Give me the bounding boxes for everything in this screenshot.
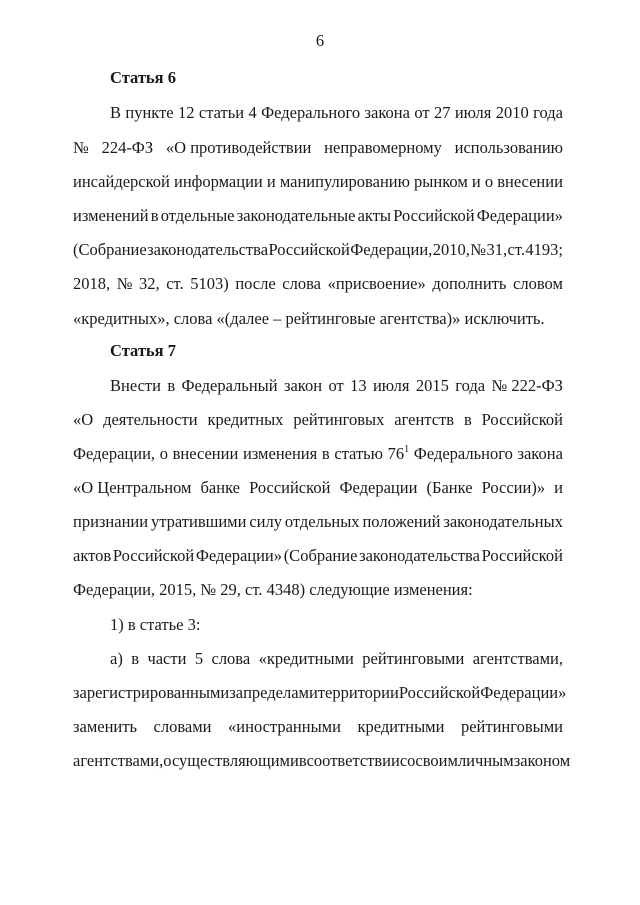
word: банке xyxy=(200,478,241,497)
word: кредитными xyxy=(357,717,445,736)
word: от xyxy=(328,376,344,395)
text-line xyxy=(73,512,563,532)
word: слова xyxy=(282,274,321,293)
text-line xyxy=(73,546,563,566)
word: 4193; xyxy=(525,240,563,259)
word: и xyxy=(471,172,481,191)
word: рейтинговыми xyxy=(362,649,465,668)
word: Федерального xyxy=(261,103,361,122)
word: после xyxy=(235,274,276,293)
word: информации xyxy=(174,172,263,191)
word: а) xyxy=(110,649,123,668)
text-line: 1) в статье 3: xyxy=(110,615,201,634)
word: инсайдерской xyxy=(73,172,170,191)
text-line xyxy=(73,274,563,294)
word: № xyxy=(73,138,89,157)
word: территории xyxy=(317,683,399,702)
word: № xyxy=(116,274,133,293)
word: 224-ФЗ xyxy=(101,138,154,157)
word: заменить xyxy=(73,717,138,736)
word: в xyxy=(167,376,176,395)
word: года xyxy=(533,103,563,122)
text-line xyxy=(110,103,563,123)
word: Российской xyxy=(249,478,331,497)
word: своим xyxy=(415,751,458,770)
word: Российской xyxy=(481,410,563,429)
word: «О xyxy=(73,410,94,429)
text-line xyxy=(73,717,563,737)
article-7-heading: Статья 7 xyxy=(110,341,176,360)
word: пределами xyxy=(243,683,318,702)
word: $76^1$ xyxy=(387,444,410,463)
word: Федерации xyxy=(339,478,418,497)
word: ст. xyxy=(166,274,184,293)
word: (Банке xyxy=(426,478,473,497)
word: 2010, xyxy=(432,240,470,259)
word: законодательства xyxy=(359,546,480,565)
word: утратившими xyxy=(150,512,247,531)
word: о xyxy=(484,172,494,191)
word: «иностранными xyxy=(228,717,341,736)
word: агентствами, xyxy=(472,649,563,668)
word: положений xyxy=(362,512,441,531)
word: Российской xyxy=(481,546,563,565)
text-line xyxy=(73,172,563,192)
word: от xyxy=(414,103,430,122)
word: в xyxy=(463,410,472,429)
word: 13 xyxy=(350,376,367,395)
page-number: 6 xyxy=(315,31,325,50)
word: со xyxy=(399,751,416,770)
word: 5103) xyxy=(190,274,229,293)
word: изменения xyxy=(242,444,318,463)
word: отдельные xyxy=(160,206,235,225)
word: В xyxy=(110,103,122,122)
word: слова xyxy=(211,649,251,668)
word: рейтинговыми xyxy=(460,717,563,736)
word: рынком xyxy=(414,172,468,191)
word: словами xyxy=(153,717,212,736)
word: актов xyxy=(73,546,112,565)
word: Федерации, xyxy=(350,240,433,259)
word: Федерации, xyxy=(73,444,156,463)
word: в xyxy=(131,649,140,668)
word: внесении xyxy=(497,172,563,191)
word: 12 xyxy=(178,103,195,122)
word: Федерации» xyxy=(476,206,563,225)
word: закона xyxy=(517,444,563,463)
text-line xyxy=(73,240,563,260)
text-line xyxy=(73,444,563,464)
word: статьи xyxy=(198,103,245,122)
word: в xyxy=(298,751,307,770)
word: законодательства xyxy=(147,240,269,259)
text-line xyxy=(73,478,563,498)
word: дополнить xyxy=(432,274,507,293)
word: кредитных xyxy=(207,410,284,429)
word: силу xyxy=(249,512,282,531)
word: ст. xyxy=(507,240,525,259)
word: Российской xyxy=(112,546,195,565)
word: личным xyxy=(457,751,514,770)
word: Федерального xyxy=(413,444,513,463)
word: закон xyxy=(283,376,323,395)
word: «О Центральном xyxy=(73,478,192,497)
word: Федерации» xyxy=(480,683,567,702)
word: зарегистрированными xyxy=(73,683,230,702)
word: 2015 xyxy=(415,376,449,395)
word: (Собрание xyxy=(283,546,358,565)
text-line xyxy=(73,751,571,771)
text-line xyxy=(73,410,563,430)
word: о xyxy=(159,444,168,463)
word: 2018, xyxy=(73,274,111,293)
word: отдельных xyxy=(284,512,360,531)
word: Российской xyxy=(393,206,475,225)
word: 31, xyxy=(486,240,508,259)
word: в xyxy=(150,206,159,225)
word: законодательные xyxy=(236,206,356,225)
word: агентствами, xyxy=(73,751,164,770)
word: изменений xyxy=(73,206,149,225)
word: 32, xyxy=(139,274,160,293)
word: и xyxy=(266,172,276,191)
word: № xyxy=(470,240,487,259)
word: пункте xyxy=(125,103,174,122)
text-line: «кредитных», слова «(далее – рейтинговые агентства)» исключить. xyxy=(73,309,545,328)
word: года xyxy=(455,376,486,395)
word: словом xyxy=(513,274,563,293)
word: 5 xyxy=(194,649,204,668)
word: в xyxy=(321,444,330,463)
word: акты xyxy=(357,206,392,225)
word: осуществляющими xyxy=(163,751,299,770)
word: статью xyxy=(334,444,384,463)
word: агентств xyxy=(394,410,455,429)
word: июля xyxy=(454,103,492,122)
word: Внести xyxy=(110,376,161,395)
word: соответствии xyxy=(306,751,400,770)
word: рейтинговых xyxy=(293,410,385,429)
text-line: Федерации, 2015, № 29, ст. 4348) следующие изменения: xyxy=(73,580,473,599)
word: 27 xyxy=(433,103,451,122)
word: Федерации» xyxy=(195,546,283,565)
word: «кредитными xyxy=(258,649,354,668)
text-line xyxy=(73,683,567,703)
text-line xyxy=(73,206,563,226)
word: 2010 xyxy=(495,103,529,122)
word: закона xyxy=(364,103,410,122)
word: «присвоение» xyxy=(327,274,426,293)
article-6-heading: Статья 6 xyxy=(110,68,176,87)
word: Федеральный xyxy=(181,376,278,395)
text-line xyxy=(73,138,563,158)
word: законом xyxy=(513,751,571,770)
word: Российской xyxy=(268,240,350,259)
word: России)» xyxy=(481,478,546,497)
word: использованию xyxy=(454,138,563,157)
word: части xyxy=(147,649,187,668)
word: признании xyxy=(73,512,149,531)
word: Российской xyxy=(398,683,481,702)
word: 4 xyxy=(248,103,257,122)
word: (Собрание xyxy=(73,240,147,259)
word: «О противодействии xyxy=(165,138,312,157)
word: законодательных xyxy=(443,512,563,531)
text-line xyxy=(110,376,563,396)
word: деятельности xyxy=(103,410,198,429)
word: и xyxy=(554,478,563,497)
text-line xyxy=(110,649,563,669)
word: июля xyxy=(372,376,410,395)
word: неправомерному xyxy=(324,138,442,157)
word: № 222-ФЗ xyxy=(491,376,563,395)
word: внесении xyxy=(172,444,239,463)
word: манипулированию xyxy=(279,172,410,191)
word: за xyxy=(229,683,244,702)
